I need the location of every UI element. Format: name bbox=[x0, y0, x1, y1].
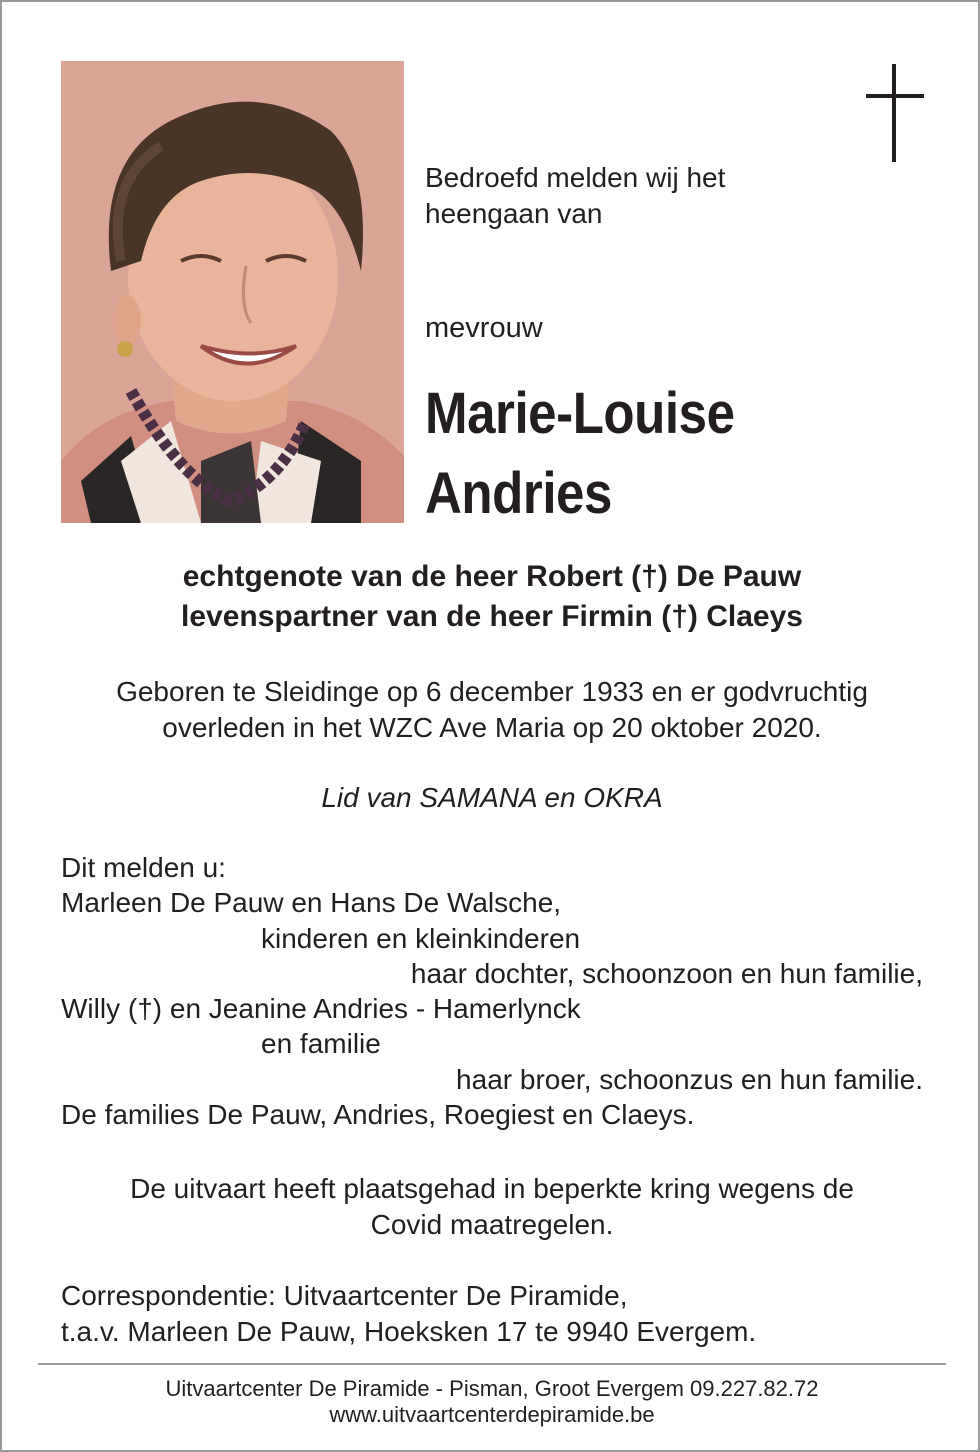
announcement-intro bbox=[425, 160, 865, 232]
portrait-illustration bbox=[61, 61, 404, 523]
relations bbox=[2, 557, 980, 637]
family-announcement bbox=[61, 850, 923, 1132]
partner-line: levenspartner van de heer Firmin (†) Claeys bbox=[181, 600, 803, 633]
birth-line: Geboren te Sleidinge op 6 december 1933 en er godvruchtig bbox=[116, 676, 868, 707]
funeral-notice bbox=[2, 1171, 980, 1243]
portrait-photo bbox=[61, 61, 404, 523]
funeral-line-2: Covid maatregelen. bbox=[370, 1209, 614, 1240]
intro-line-2: heengaan van bbox=[425, 198, 603, 229]
birth-death-info bbox=[2, 674, 980, 746]
footer-divider bbox=[38, 1363, 946, 1365]
family-row: Marleen De Pauw en Hans De Walsche, bbox=[61, 887, 562, 919]
funeral-home-website[interactable]: www.uitvaartcenterdepiramide.be bbox=[329, 1402, 655, 1427]
family-row: De families De Pauw, Andries, Roegiest en Claeys. bbox=[61, 1099, 695, 1131]
family-row: haar dochter, schoonzoon en hun familie, bbox=[410, 957, 923, 989]
membership: Lid van SAMANA en OKRA bbox=[321, 782, 663, 813]
family-row: Willy (†) en Jeanine Andries - Hamerlynck bbox=[61, 993, 581, 1025]
correspondence-address bbox=[61, 1278, 941, 1350]
family-row: kinderen en kleinkinderen bbox=[261, 922, 581, 954]
last-name: Andries bbox=[425, 461, 612, 526]
spouse-line: echtgenote van de heer Robert (†) De Pauw bbox=[182, 560, 802, 593]
death-line: overleden in het WZC Ave Maria op 20 oktober 2020. bbox=[162, 712, 822, 743]
family-row: en familie bbox=[261, 1028, 381, 1060]
family-row: haar broer, schoonzus en hun familie. bbox=[456, 1063, 923, 1095]
footer bbox=[2, 1376, 980, 1428]
deceased-name bbox=[425, 374, 918, 534]
honorific: mevrouw bbox=[425, 312, 543, 344]
funeral-home-contact: Uitvaartcenter De Piramide - Pisman, Groot Evergem 09.227.82.72 bbox=[165, 1376, 819, 1401]
funeral-line-1: De uitvaart heeft plaatsgehad in beperkte kring wegens de bbox=[130, 1173, 854, 1204]
intro-line-1: Bedroefd melden wij het bbox=[425, 162, 726, 193]
first-name: Marie-Louise bbox=[425, 381, 735, 446]
latin-cross-icon bbox=[866, 64, 924, 162]
family-heading: Dit melden u: bbox=[61, 852, 226, 883]
correspondence-line-1: Correspondentie: Uitvaartcenter De Piramide, bbox=[61, 1280, 628, 1311]
correspondence-line-2: t.a.v. Marleen De Pauw, Hoeksken 17 te 9940 Evergem. bbox=[61, 1316, 757, 1347]
